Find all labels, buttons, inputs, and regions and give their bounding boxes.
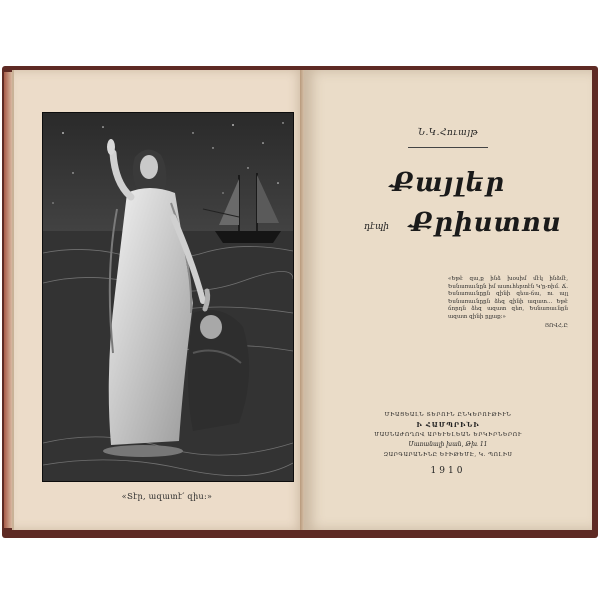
imprint-line-4: Մառանալի խան, Թիւ 11 — [408, 441, 488, 448]
publication-year: 1910 — [430, 466, 466, 476]
imprint-line-1: ՄԻԱՑԵԱԼՆ ՏԵՐՈՒՆ ԸՆԿԵՐՈՒԹԻՒՆ — [384, 412, 512, 418]
title-divider — [408, 147, 488, 148]
imprint-line-5: ԶԱՐԳԱՐԱՆԻՆԸ ԵՒԻԹԵՄԷ, Կ. ՊՈԼԻՍ — [383, 452, 513, 458]
imprint-line-3: ՄԱՍՆԱԺՈՂՈՎ ԱՐԵՒԵԼԵԱՆ ԵՐԿԻՐՆԵՐՈՒ — [374, 432, 522, 438]
epigraph-attribution: ՅՈՎՀ.Ը — [544, 322, 568, 329]
page-edges — [4, 72, 12, 528]
engraving-illustration — [43, 113, 293, 481]
epigraph — [448, 276, 568, 330]
frontispiece-engraving — [42, 112, 294, 482]
engraving-caption: «Տէր, ազատէ՛ զիս։» — [121, 492, 213, 501]
book-title-connector: դէպի — [364, 222, 390, 232]
author-name: Ն.Կ.Հուայթ — [417, 128, 479, 138]
book-title-line1: Քայլեր — [390, 168, 506, 198]
publisher-imprint — [304, 410, 592, 460]
imprint-line-2: Ի ՀԱՄՊՐԻՆԻ — [416, 421, 480, 429]
epigraph-text: «Եթէ զա,ք ինձ խօսիմ մէկ ինձմէ, Եսնառաւնըն իմ ասուհերտէն Կ'ը-ռիմ. Ճ. Եսնառաւնըըն զինի զեա-ճա, ու այլ Եսնառաւնըըն ձեզ զինի ազատ... Եթէ ճորդն ձեզ ազատ զեռ, Եսնառաւնըն ազատ զինի ըլլաք։» — [448, 276, 568, 320]
book-title-line2: Քրիստոս — [410, 208, 562, 238]
